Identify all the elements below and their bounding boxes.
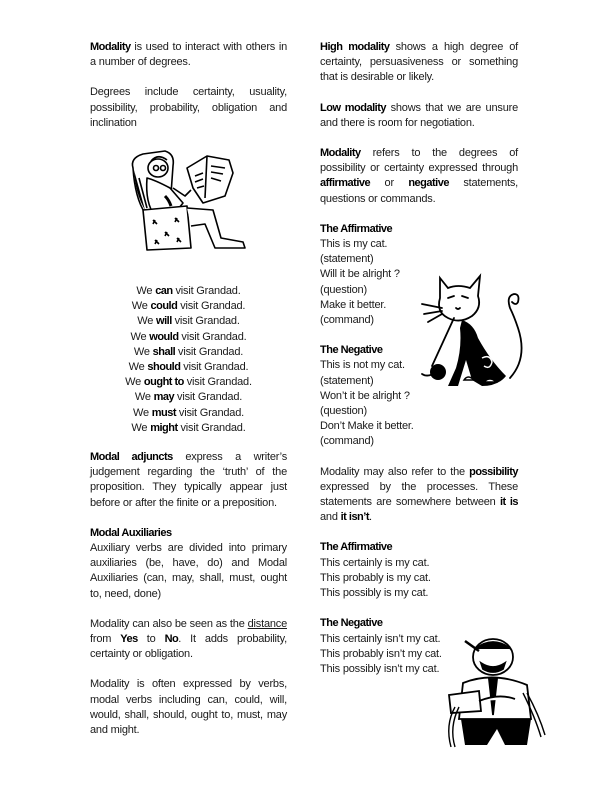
modal-verb: must — [151, 406, 177, 419]
degrees-paragraph: Degrees include certainty, usuality, possibility, probability, obligation and inclination — [90, 86, 287, 129]
auxiliaries-heading: Modal Auxiliaries — [90, 526, 172, 539]
negative-line: (question) — [320, 405, 367, 418]
refers-text-3: statements, questions or commands. — [320, 177, 519, 205]
term-low-modality: Low modality — [320, 101, 386, 114]
term-no: No — [164, 633, 179, 646]
sentence-pre: We — [125, 376, 144, 389]
affirmative-certainty-line: This probably is my cat. — [320, 571, 431, 584]
possibility-text-2: expressed by the processes. These statements are somewhere between — [320, 480, 518, 509]
distance-text-3: to — [137, 633, 165, 646]
sentence-pre: We — [137, 315, 157, 328]
negative-line: This is not my cat. — [320, 359, 405, 372]
modal-verb: can — [155, 285, 173, 297]
modal-sentence — [90, 345, 287, 360]
sentence-pre: We — [133, 345, 153, 358]
sentence-post: visit Grandad. — [175, 345, 244, 358]
sentence-post: visit Grandad. — [177, 421, 246, 434]
modal-verb: would — [149, 330, 179, 343]
possibility-text-1: Modality may also refer to the — [320, 465, 470, 478]
negative-line: Don’t Make it better. — [320, 420, 414, 433]
negative-certainty-line: This probably isn’t my cat. — [320, 647, 442, 660]
sentence-pre: We — [131, 300, 151, 313]
left-lower-section — [90, 450, 287, 738]
negative-line: (statement) — [320, 374, 374, 387]
intro-paragraph — [90, 40, 287, 70]
intro-text: is used to interact with others in a number of degrees. — [90, 41, 287, 69]
affirmative-line: (statement) — [320, 253, 374, 266]
sentence-post: visit Grandad. — [177, 300, 246, 313]
refers-text-2: or — [370, 177, 409, 190]
sentence-pre: We — [128, 361, 148, 374]
low-modality-paragraph — [320, 101, 518, 131]
modality-refers-paragraph — [320, 146, 518, 207]
term-modal-adjuncts: Modal adjuncts — [90, 451, 173, 463]
affirmative-certainty-line: This possibly is my cat. — [320, 587, 429, 600]
distance-paragraph — [90, 617, 287, 663]
sentence-pre: We — [131, 421, 151, 434]
term-affirmative: affirmative — [320, 177, 371, 190]
modal-sentence — [90, 421, 287, 436]
affirmative-heading: The Affirmative — [320, 222, 393, 235]
possibility-text-4: . — [369, 511, 372, 524]
term-it-isnt: it isn’t — [340, 511, 369, 524]
possibility-text-3: and — [320, 511, 341, 524]
affirmative-line: (question) — [320, 283, 367, 296]
modal-verb: will — [156, 315, 172, 328]
sentence-pre: We — [134, 391, 154, 404]
distance-text-1: Modality can also be seen as the — [90, 617, 248, 630]
affirmative-certainty-heading: The Affirmative — [320, 541, 393, 554]
negative-line: (command) — [320, 435, 374, 448]
distance-underlined: distance — [247, 617, 287, 630]
affirmative-line: Will it be alright ? — [320, 268, 400, 281]
modal-sentence — [90, 360, 287, 375]
modal-verb: ought to — [143, 376, 184, 389]
modal-verb: shall — [152, 345, 176, 358]
modal-sentence — [90, 330, 287, 345]
modal-verb: may — [153, 391, 175, 404]
adjuncts-paragraph — [90, 450, 287, 511]
distance-text-2: from — [90, 633, 121, 646]
refers-text-1: refers to the degrees of possibility or certainty expressed through — [320, 147, 518, 175]
term-negative: negative — [408, 177, 449, 190]
modal-verb: should — [147, 361, 181, 374]
cat-with-yarn-illustration — [418, 268, 530, 393]
sentence-post: visit Grandad. — [183, 376, 252, 389]
negative-certainty-heading: The Negative — [320, 617, 383, 630]
sentence-pre: We — [133, 406, 152, 419]
term-modality: Modality — [320, 147, 361, 160]
sentence-post: visit Grandad. — [171, 315, 240, 328]
modal-verb: might — [150, 421, 178, 434]
adjuncts-text: express a writer’s judgement regarding the ‘truth’ of the proposition. They typically appear just before or after the finite or a preposition. — [90, 451, 288, 509]
left-column — [90, 40, 287, 131]
low-modality-text: shows that we are unsure and there is room for negotiation. — [320, 101, 518, 129]
sentence-post: visit Grandad. — [174, 391, 243, 404]
sentence-post: visit Grandad. — [176, 406, 244, 419]
modal-sentence — [90, 375, 287, 390]
auxiliaries-paragraph: Auxiliary verbs are divided into primary auxiliaries (be, have, do) and Modal Auxiliaries (can, may, shall, must, ought to, need, done) — [90, 542, 287, 600]
grandad-reading-illustration — [125, 148, 250, 253]
affirmative-line: Make it better. — [320, 298, 387, 311]
modal-sentences-list — [90, 284, 287, 436]
modal-sentence — [90, 314, 287, 329]
term-possibility: possibility — [469, 465, 518, 478]
sentence-post: visit Grandad. — [172, 285, 241, 297]
affirmative-certainty-line: This certainly is my cat. — [320, 556, 430, 569]
negative-line: Won’t it be alright ? — [320, 389, 410, 402]
term-yes: Yes — [120, 633, 138, 646]
term-it-is: it is — [500, 496, 519, 509]
sentence-pre: We — [130, 330, 150, 343]
term-high-modality: High modality — [320, 41, 390, 53]
verbs-paragraph: Modality is often expressed by verbs, modal verbs including can, could, will, would, shall, should, ought to, must, may and might. — [90, 678, 287, 737]
sentence-pre: We — [136, 285, 156, 297]
term-modality: Modality — [90, 41, 131, 53]
negative-certainty-line: This possibly isn’t my cat. — [320, 662, 440, 675]
modal-sentence — [90, 284, 287, 299]
possibility-paragraph — [320, 465, 518, 526]
high-modality-text: shows a high degree of certainty, persuasiveness or something that is desirable or likely. — [320, 41, 519, 84]
distance-text-4: . It adds probability, certainty or obligation. — [90, 633, 287, 661]
affirmative-line: (command) — [320, 314, 374, 327]
sentence-post: visit Grandad. — [180, 361, 249, 374]
modal-sentence — [90, 299, 287, 314]
negative-heading: The Negative — [320, 344, 383, 357]
negative-certainty-line: This certainly isn’t my cat. — [320, 632, 441, 645]
man-with-measuring-tape-illustration — [435, 635, 550, 750]
affirmative-line: This is my cat. — [320, 238, 388, 251]
modal-verb: could — [150, 300, 178, 313]
modal-sentence — [90, 406, 287, 421]
modal-sentence — [90, 390, 287, 405]
sentence-post: visit Grandad. — [178, 330, 247, 343]
high-modality-paragraph — [320, 40, 518, 86]
